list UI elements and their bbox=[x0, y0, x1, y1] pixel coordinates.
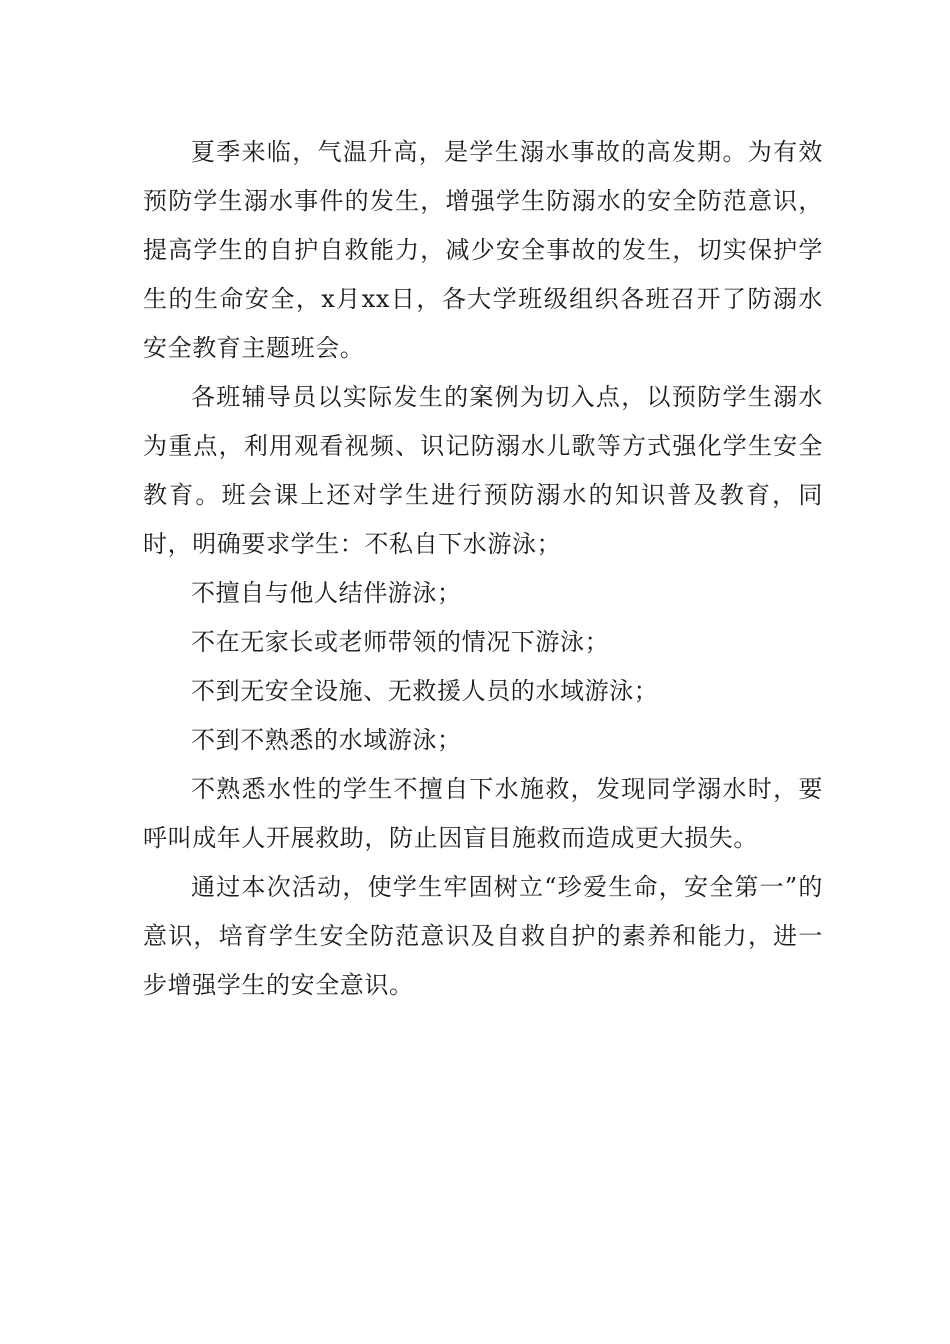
paragraph-rule-no-partner: 不擅自与他人结伴游泳； bbox=[191, 579, 462, 607]
paragraph-rule-unfamiliar-waters: 不到不熟悉的水域游泳； bbox=[191, 726, 462, 754]
paragraph-conclusion: 通过本次活动，使学生牢固树立“珍爱生命，安全第一”的意识，培育学生安全防范意识及自救自护的素养和能力，进一步增强学生的安全意识。 bbox=[143, 873, 823, 999]
document-body bbox=[143, 128, 823, 1010]
paragraph-rule-supervision: 不在无家长或老师带领的情况下游泳； bbox=[191, 628, 610, 656]
paragraph-rule-safe-waters: 不到无安全设施、无救援人员的水域游泳； bbox=[191, 677, 659, 705]
paragraph-class-meeting: 各班辅导员以实际发生的案例为切入点，以预防学生溺水为重点，利用观看视频、识记防溺水儿歌等方式强化学生安全教育。班会课上还对学生进行预防溺水的知识普及教育，同时，明确要求学生：不私自下水游泳； bbox=[143, 383, 823, 558]
paragraph-rule-rescue: 不熟悉水性的学生不擅自下水施救，发现同学溺水时，要呼叫成年人开展救助，防止因盲目施救而造成更大损失。 bbox=[143, 775, 823, 852]
paragraph-intro: 夏季来临，气温升高，是学生溺水事故的高发期。为有效预防学生溺水事件的发生，增强学生防溺水的安全防范意识，提高学生的自护自救能力，减少安全事故的发生，切实保护学生的生命安全，x月xx日，各大学班级组织各班召开了防溺水安全教育主题班会。 bbox=[143, 138, 823, 362]
